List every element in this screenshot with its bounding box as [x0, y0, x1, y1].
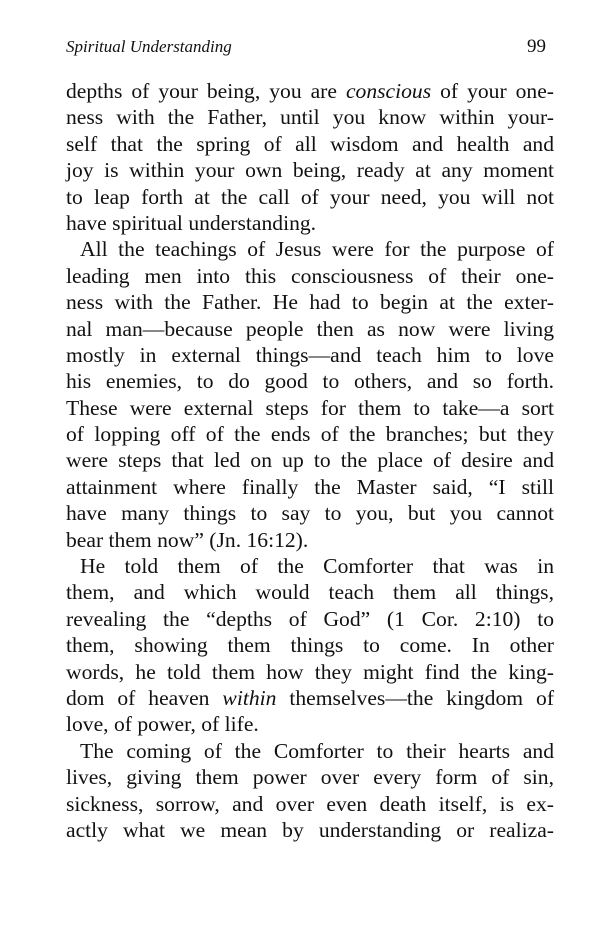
- text-segment: lives, giving them power over every form of sin,: [66, 765, 554, 790]
- text-line: [66, 316, 554, 342]
- text-line: [66, 817, 554, 843]
- text-line: [66, 659, 554, 685]
- text-segment: self that the spring of all wisdom and health and: [66, 131, 554, 156]
- text-segment: These were external steps for them to take—a sort: [66, 395, 554, 420]
- page-number: 99: [527, 36, 546, 57]
- text-line: [66, 791, 554, 817]
- text-line: [66, 500, 554, 526]
- text-line: [66, 421, 554, 447]
- text-line: [66, 263, 554, 289]
- book-page: [66, 36, 554, 843]
- text-segment: actly what we mean by understanding or realiza-: [66, 817, 554, 842]
- text-segment: leading men into this consciousness of their one-: [66, 263, 554, 288]
- text-line: [66, 527, 554, 553]
- text-segment: dom of heaven: [66, 685, 223, 710]
- text-line: [66, 157, 554, 183]
- text-segment: themselves—the kingdom of: [276, 685, 555, 710]
- text-segment: words, he told them how they might find the king-: [66, 659, 554, 684]
- text-segment: of your one-: [431, 79, 554, 103]
- text-segment: of lopping off of the ends of the branches; but they: [66, 422, 554, 447]
- running-head: Spiritual Understanding: [66, 37, 232, 56]
- text-segment: love, of power, of life.: [66, 712, 259, 737]
- page-header: [66, 36, 554, 64]
- text-line: [66, 184, 554, 210]
- italic-text: within: [222, 685, 277, 710]
- text-line: [66, 104, 554, 130]
- text-line: [66, 685, 554, 711]
- text-segment: have many things to say to you, but you cannot: [66, 501, 554, 526]
- text-line: [66, 579, 554, 605]
- text-segment: nal man—because people then as now were living: [66, 316, 554, 341]
- text-segment: bear them now” (Jn. 16:12).: [66, 527, 309, 552]
- text-line: [66, 632, 554, 658]
- text-line: [66, 606, 554, 632]
- text-line: [66, 711, 554, 737]
- paragraph: [66, 738, 554, 844]
- italic-text: conscious: [345, 79, 432, 103]
- text-line: [66, 236, 554, 262]
- text-segment: to leap forth at the call of your need, you will not: [66, 184, 554, 209]
- text-line: [66, 78, 554, 104]
- text-line: [66, 395, 554, 421]
- paragraph: [66, 553, 554, 738]
- text-segment: them, showing them things to come. In other: [66, 633, 554, 658]
- paragraph: [66, 78, 554, 236]
- text-segment: have spiritual understanding.: [66, 210, 317, 235]
- text-segment: them, and which would teach them all things,: [66, 580, 554, 605]
- text-line: [66, 289, 554, 315]
- text-line: [66, 553, 554, 579]
- text-segment: ness with the Father. He had to begin at the exter-: [66, 290, 554, 315]
- text-segment: sickness, sorrow, and over even death itself, is ex-: [66, 791, 554, 816]
- text-line: [66, 738, 554, 764]
- text-segment: The coming of the Comforter to their hearts and: [80, 738, 554, 763]
- text-segment: mostly in external things—and teach him to love: [66, 342, 554, 367]
- text-segment: All the teachings of Jesus were for the purpose of: [80, 237, 554, 262]
- text-segment: He told them of the Comforter that was in: [80, 554, 554, 579]
- body-text: [66, 78, 554, 843]
- text-line: [66, 131, 554, 157]
- text-segment: ness with the Father, until you know within your-: [66, 105, 554, 130]
- text-segment: depths of your being, you are: [66, 79, 346, 103]
- text-line: [66, 210, 554, 236]
- text-segment: attainment where finally the Master said, “I still: [66, 474, 554, 499]
- text-segment: were steps that led on up to the place of desire and: [66, 448, 554, 473]
- text-line: [66, 368, 554, 394]
- text-line: [66, 447, 554, 473]
- text-segment: joy is within your own being, ready at any moment: [66, 158, 554, 183]
- text-line: [66, 764, 554, 790]
- text-line: [66, 342, 554, 368]
- paragraph: [66, 236, 554, 553]
- text-segment: his enemies, to do good to others, and so forth.: [66, 369, 554, 394]
- text-segment: revealing the “depths of God” (1 Cor. 2:10) to: [66, 606, 554, 631]
- text-line: [66, 474, 554, 500]
